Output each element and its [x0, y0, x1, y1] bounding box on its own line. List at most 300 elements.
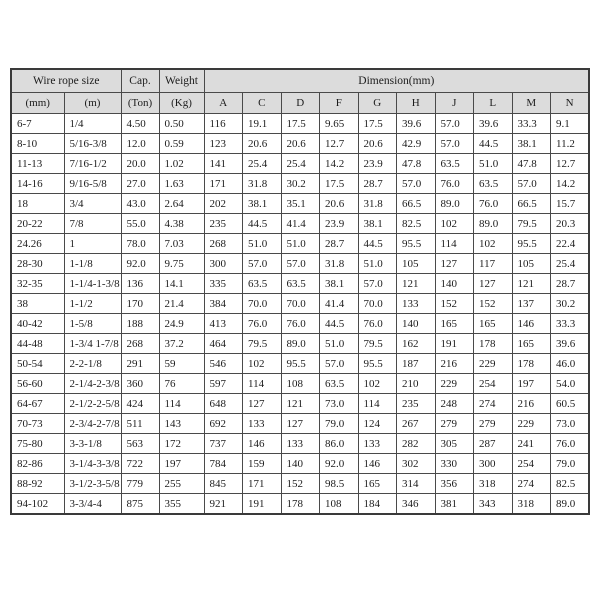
table-cell: 346 [397, 494, 436, 515]
table-cell: 79.5 [512, 214, 551, 234]
table-cell: 57.0 [435, 114, 474, 134]
table-cell: 82.5 [397, 214, 436, 234]
subheader-col-6: D [281, 93, 320, 114]
table-cell: 37.2 [159, 334, 204, 354]
table-cell: 102 [435, 214, 474, 234]
table-cell: 63.5 [474, 174, 513, 194]
table-cell: 51.0 [474, 154, 513, 174]
table-cell: 779 [121, 474, 159, 494]
table-cell: 25.4 [281, 154, 320, 174]
table-cell: 464 [204, 334, 243, 354]
table-cell: 127 [281, 414, 320, 434]
table-cell: 46.0 [551, 354, 590, 374]
table-cell: 248 [435, 394, 474, 414]
table-cell: 9.1 [551, 114, 590, 134]
table-cell: 57.0 [320, 354, 359, 374]
table-cell: 44-48 [11, 334, 64, 354]
table-cell: 11-13 [11, 154, 64, 174]
table-cell: 92.0 [320, 454, 359, 474]
table-cell: 1 [64, 234, 121, 254]
table-cell: 63.5 [281, 274, 320, 294]
table-cell: 31.8 [358, 194, 397, 214]
table-cell: 79.5 [243, 334, 282, 354]
table-cell: 33.3 [551, 314, 590, 334]
table-cell: 274 [474, 394, 513, 414]
table-cell: 38.1 [320, 274, 359, 294]
table-cell: 70.0 [358, 294, 397, 314]
table-cell: 57.0 [512, 174, 551, 194]
table-row-13 [11, 374, 589, 394]
table-cell: 335 [204, 274, 243, 294]
table-cell: 413 [204, 314, 243, 334]
table-cell: 165 [435, 314, 474, 334]
table-cell: 89.0 [474, 214, 513, 234]
table-cell: 546 [204, 354, 243, 374]
table-cell: 8-10 [11, 134, 64, 154]
table-cell: 20-22 [11, 214, 64, 234]
table-cell: 25.4 [551, 254, 590, 274]
table-cell: 162 [397, 334, 436, 354]
table-cell: 424 [121, 394, 159, 414]
table-cell: 95.5 [358, 354, 397, 374]
table-cell: 12.7 [551, 154, 590, 174]
table-cell: 165 [474, 314, 513, 334]
table-cell: 356 [435, 474, 474, 494]
table-cell: 20.6 [320, 194, 359, 214]
table-cell: 1-1/8 [64, 254, 121, 274]
table-cell: 39.6 [474, 114, 513, 134]
table-cell: 3-1/4-3-3/8 [64, 454, 121, 474]
table-cell: 784 [204, 454, 243, 474]
table-cell: 127 [474, 274, 513, 294]
table-cell: 98.5 [320, 474, 359, 494]
table-cell: 105 [397, 254, 436, 274]
table-cell: 114 [159, 394, 204, 414]
table-cell: 35.1 [281, 194, 320, 214]
table-cell: 140 [435, 274, 474, 294]
table-cell: 4.50 [121, 114, 159, 134]
table-cell: 31.8 [243, 174, 282, 194]
table-row-5 [11, 214, 589, 234]
table-row-0 [11, 114, 589, 134]
table-cell: 6-7 [11, 114, 64, 134]
table-row-1 [11, 134, 589, 154]
table-cell: 141 [204, 154, 243, 174]
table-cell: 229 [435, 374, 474, 394]
table-cell: 12.0 [121, 134, 159, 154]
table-cell: 17.5 [320, 174, 359, 194]
table-cell: 70.0 [281, 294, 320, 314]
table-cell: 38 [11, 294, 64, 314]
table-row-7 [11, 254, 589, 274]
table-cell: 108 [281, 374, 320, 394]
table-cell: 133 [397, 294, 436, 314]
table-cell: 921 [204, 494, 243, 515]
table-cell: 32-35 [11, 274, 64, 294]
table-cell: 114 [243, 374, 282, 394]
subheader-col-7: F [320, 93, 359, 114]
subheader-col-3: (Kg) [159, 93, 204, 114]
table-cell: 291 [121, 354, 159, 374]
table-cell: 159 [243, 454, 282, 474]
table-cell: 146 [358, 454, 397, 474]
table-cell: 14-16 [11, 174, 64, 194]
table-cell: 57.0 [281, 254, 320, 274]
table-cell: 43.0 [121, 194, 159, 214]
table-cell: 76.0 [243, 314, 282, 334]
table-cell: 76.0 [281, 314, 320, 334]
table-cell: 216 [435, 354, 474, 374]
table-cell: 254 [474, 374, 513, 394]
table-cell: 76.0 [474, 194, 513, 214]
table-cell: 12.7 [320, 134, 359, 154]
table-cell: 47.8 [397, 154, 436, 174]
table-cell: 78.0 [121, 234, 159, 254]
table-cell: 137 [512, 294, 551, 314]
table-row-16 [11, 434, 589, 454]
table-cell: 124 [358, 414, 397, 434]
table-cell: 330 [435, 454, 474, 474]
table-cell: 57.0 [397, 174, 436, 194]
header-wire-rope-size: Wire rope size [11, 69, 121, 93]
table-cell: 63.5 [435, 154, 474, 174]
table-cell: 152 [474, 294, 513, 314]
table-cell: 14.2 [320, 154, 359, 174]
table-cell: 108 [320, 494, 359, 515]
table-cell: 20.3 [551, 214, 590, 234]
table-cell: 23.9 [358, 154, 397, 174]
table-cell: 188 [121, 314, 159, 334]
table-cell: 56-60 [11, 374, 64, 394]
table-cell: 114 [358, 394, 397, 414]
table-cell: 171 [204, 174, 243, 194]
table-cell: 384 [204, 294, 243, 314]
table-cell: 64-67 [11, 394, 64, 414]
table-cell: 191 [243, 494, 282, 515]
table-cell: 318 [512, 494, 551, 515]
table-row-12 [11, 354, 589, 374]
table-cell: 282 [397, 434, 436, 454]
table-cell: 197 [512, 374, 551, 394]
table-cell: 21.4 [159, 294, 204, 314]
table-row-6 [11, 234, 589, 254]
table-cell: 216 [512, 394, 551, 414]
table-cell: 268 [121, 334, 159, 354]
table-cell: 121 [512, 274, 551, 294]
table-cell: 57.0 [243, 254, 282, 274]
table-row-11 [11, 334, 589, 354]
table-cell: 2-1/2-2-5/8 [64, 394, 121, 414]
table-cell: 140 [281, 454, 320, 474]
table-cell: 82.5 [551, 474, 590, 494]
table-cell: 14.2 [551, 174, 590, 194]
subheader-col-12: M [512, 93, 551, 114]
table-cell: 178 [512, 354, 551, 374]
table-cell: 1.02 [159, 154, 204, 174]
table-cell: 63.5 [243, 274, 282, 294]
table-cell: 133 [281, 434, 320, 454]
table-row-8 [11, 274, 589, 294]
table-cell: 94-102 [11, 494, 64, 515]
table-cell: 3-3/4-4 [64, 494, 121, 515]
table-cell: 102 [474, 234, 513, 254]
table-cell: 79.5 [358, 334, 397, 354]
table-cell: 38.1 [512, 134, 551, 154]
table-cell: 2-3/4-2-7/8 [64, 414, 121, 434]
table-cell: 31.8 [320, 254, 359, 274]
table-cell: 11.2 [551, 134, 590, 154]
table-cell: 18 [11, 194, 64, 214]
table-cell: 267 [397, 414, 436, 434]
header-weight: Weight [159, 69, 204, 93]
table-cell: 2-1/4-2-3/8 [64, 374, 121, 394]
table-cell: 127 [243, 394, 282, 414]
table-cell: 20.6 [358, 134, 397, 154]
table-cell: 7.03 [159, 234, 204, 254]
table-row-2 [11, 154, 589, 174]
table-cell: 202 [204, 194, 243, 214]
table-cell: 381 [435, 494, 474, 515]
table-cell: 41.4 [320, 294, 359, 314]
table-cell: 44.5 [243, 214, 282, 234]
table-cell: 117 [474, 254, 513, 274]
table-cell: 178 [474, 334, 513, 354]
table-cell: 511 [121, 414, 159, 434]
subheader-col-8: G [358, 93, 397, 114]
table-cell: 24.9 [159, 314, 204, 334]
table-cell: 268 [204, 234, 243, 254]
table-cell: 57.0 [358, 274, 397, 294]
table-cell: 89.0 [281, 334, 320, 354]
table-cell: 17.5 [281, 114, 320, 134]
table-cell: 0.59 [159, 134, 204, 154]
table-cell: 55.0 [121, 214, 159, 234]
table-cell: 44.5 [320, 314, 359, 334]
table-cell: 54.0 [551, 374, 590, 394]
table-cell: 19.1 [243, 114, 282, 134]
subheader-col-2: (Ton) [121, 93, 159, 114]
table-cell: 30.2 [281, 174, 320, 194]
table-cell: 25.4 [243, 154, 282, 174]
table-cell: 165 [512, 334, 551, 354]
table-cell: 50-54 [11, 354, 64, 374]
table-row-3 [11, 174, 589, 194]
table-cell: 255 [159, 474, 204, 494]
table-cell: 136 [121, 274, 159, 294]
table-cell: 116 [204, 114, 243, 134]
table-cell: 66.5 [512, 194, 551, 214]
table-cell: 95.5 [512, 234, 551, 254]
table-cell: 305 [435, 434, 474, 454]
table-cell: 152 [281, 474, 320, 494]
table-cell: 9.65 [320, 114, 359, 134]
table-cell: 38.1 [243, 194, 282, 214]
table-cell: 563 [121, 434, 159, 454]
table-cell: 20.6 [281, 134, 320, 154]
table-cell: 73.0 [320, 394, 359, 414]
table-cell: 597 [204, 374, 243, 394]
table-cell: 102 [358, 374, 397, 394]
table-cell: 229 [512, 414, 551, 434]
table-cell: 343 [474, 494, 513, 515]
table-cell: 1-1/4-1-3/8 [64, 274, 121, 294]
subheader-col-10: J [435, 93, 474, 114]
table-cell: 875 [121, 494, 159, 515]
table-cell: 39.6 [551, 334, 590, 354]
table-cell: 197 [159, 454, 204, 474]
table-row-14 [11, 394, 589, 414]
table-row-4 [11, 194, 589, 214]
table-cell: 7/16-1/2 [64, 154, 121, 174]
table-cell: 28.7 [551, 274, 590, 294]
table-cell: 63.5 [320, 374, 359, 394]
table-cell: 70-73 [11, 414, 64, 434]
header-sub-row [11, 93, 589, 114]
table-cell: 1.63 [159, 174, 204, 194]
table-cell: 165 [358, 474, 397, 494]
table-cell: 2.64 [159, 194, 204, 214]
table-cell: 114 [435, 234, 474, 254]
table-cell: 51.0 [320, 334, 359, 354]
table-cell: 123 [204, 134, 243, 154]
table-cell: 60.5 [551, 394, 590, 414]
table-header [11, 69, 589, 114]
table-row-19 [11, 494, 589, 515]
table-cell: 14.1 [159, 274, 204, 294]
table-cell: 51.0 [243, 234, 282, 254]
table-cell: 4.38 [159, 214, 204, 234]
table-cell: 9.75 [159, 254, 204, 274]
table-cell: 318 [474, 474, 513, 494]
table-row-17 [11, 454, 589, 474]
table-cell: 79.0 [320, 414, 359, 434]
table-cell: 76.0 [358, 314, 397, 334]
table-cell: 44.5 [358, 234, 397, 254]
table-cell: 51.0 [281, 234, 320, 254]
header-dimension: Dimension(mm) [204, 69, 589, 93]
table-cell: 95.5 [281, 354, 320, 374]
table-cell: 3-1/2-3-5/8 [64, 474, 121, 494]
table-cell: 300 [474, 454, 513, 474]
table-cell: 5/16-3/8 [64, 134, 121, 154]
table-cell: 235 [397, 394, 436, 414]
subheader-col-1: (m) [64, 93, 121, 114]
table-cell: 235 [204, 214, 243, 234]
table-cell: 44.5 [474, 134, 513, 154]
table-cell: 82-86 [11, 454, 64, 474]
table-cell: 314 [397, 474, 436, 494]
table-cell: 279 [435, 414, 474, 434]
table-cell: 191 [435, 334, 474, 354]
subheader-col-11: L [474, 93, 513, 114]
table-cell: 86.0 [320, 434, 359, 454]
table-cell: 23.9 [320, 214, 359, 234]
table-cell: 28-30 [11, 254, 64, 274]
table-cell: 33.3 [512, 114, 551, 134]
table-cell: 70.0 [243, 294, 282, 314]
table-cell: 40-42 [11, 314, 64, 334]
table-cell: 92.0 [121, 254, 159, 274]
table-cell: 76.0 [435, 174, 474, 194]
table-cell: 127 [435, 254, 474, 274]
wire-rope-spec-table [10, 68, 590, 515]
table-cell: 7/8 [64, 214, 121, 234]
table-cell: 28.7 [358, 174, 397, 194]
table-cell: 88-92 [11, 474, 64, 494]
table-cell: 89.0 [435, 194, 474, 214]
table-cell: 121 [397, 274, 436, 294]
table-cell: 57.0 [435, 134, 474, 154]
subheader-col-4: A [204, 93, 243, 114]
table-cell: 79.0 [551, 454, 590, 474]
table-cell: 41.4 [281, 214, 320, 234]
table-cell: 229 [474, 354, 513, 374]
table-cell: 360 [121, 374, 159, 394]
table-cell: 274 [512, 474, 551, 494]
table-cell: 121 [281, 394, 320, 414]
table-cell: 28.7 [320, 234, 359, 254]
header-cap: Cap. [121, 69, 159, 93]
subheader-col-13: N [551, 93, 590, 114]
subheader-col-0: (mm) [11, 93, 64, 114]
table-cell: 3/4 [64, 194, 121, 214]
table-cell: 1-5/8 [64, 314, 121, 334]
table-cell: 172 [159, 434, 204, 454]
table-cell: 1-3/4 1-7/8 [64, 334, 121, 354]
table-cell: 15.7 [551, 194, 590, 214]
table-cell: 241 [512, 434, 551, 454]
table-row-10 [11, 314, 589, 334]
table-cell: 279 [474, 414, 513, 434]
table-cell: 133 [358, 434, 397, 454]
table-cell: 692 [204, 414, 243, 434]
table-cell: 845 [204, 474, 243, 494]
table-cell: 133 [243, 414, 282, 434]
table-cell: 24.26 [11, 234, 64, 254]
table-cell: 254 [512, 454, 551, 474]
subheader-col-9: H [397, 93, 436, 114]
table-cell: 143 [159, 414, 204, 434]
table-cell: 47.8 [512, 154, 551, 174]
table-cell: 178 [281, 494, 320, 515]
table-cell: 89.0 [551, 494, 590, 515]
table-cell: 73.0 [551, 414, 590, 434]
table-cell: 76 [159, 374, 204, 394]
table-cell: 27.0 [121, 174, 159, 194]
table-cell: 140 [397, 314, 436, 334]
subheader-col-5: C [243, 93, 282, 114]
table-row-15 [11, 414, 589, 434]
table-cell: 1-1/2 [64, 294, 121, 314]
table-cell: 355 [159, 494, 204, 515]
table-cell: 0.50 [159, 114, 204, 134]
table-body [11, 114, 589, 515]
table-cell: 152 [435, 294, 474, 314]
table-cell: 287 [474, 434, 513, 454]
table-cell: 75-80 [11, 434, 64, 454]
table-cell: 76.0 [551, 434, 590, 454]
table-cell: 300 [204, 254, 243, 274]
table-row-18 [11, 474, 589, 494]
table-cell: 42.9 [397, 134, 436, 154]
table-row-9 [11, 294, 589, 314]
table-cell: 59 [159, 354, 204, 374]
table-cell: 95.5 [397, 234, 436, 254]
table-cell: 9/16-5/8 [64, 174, 121, 194]
table-cell: 102 [243, 354, 282, 374]
table-cell: 66.5 [397, 194, 436, 214]
table-cell: 302 [397, 454, 436, 474]
